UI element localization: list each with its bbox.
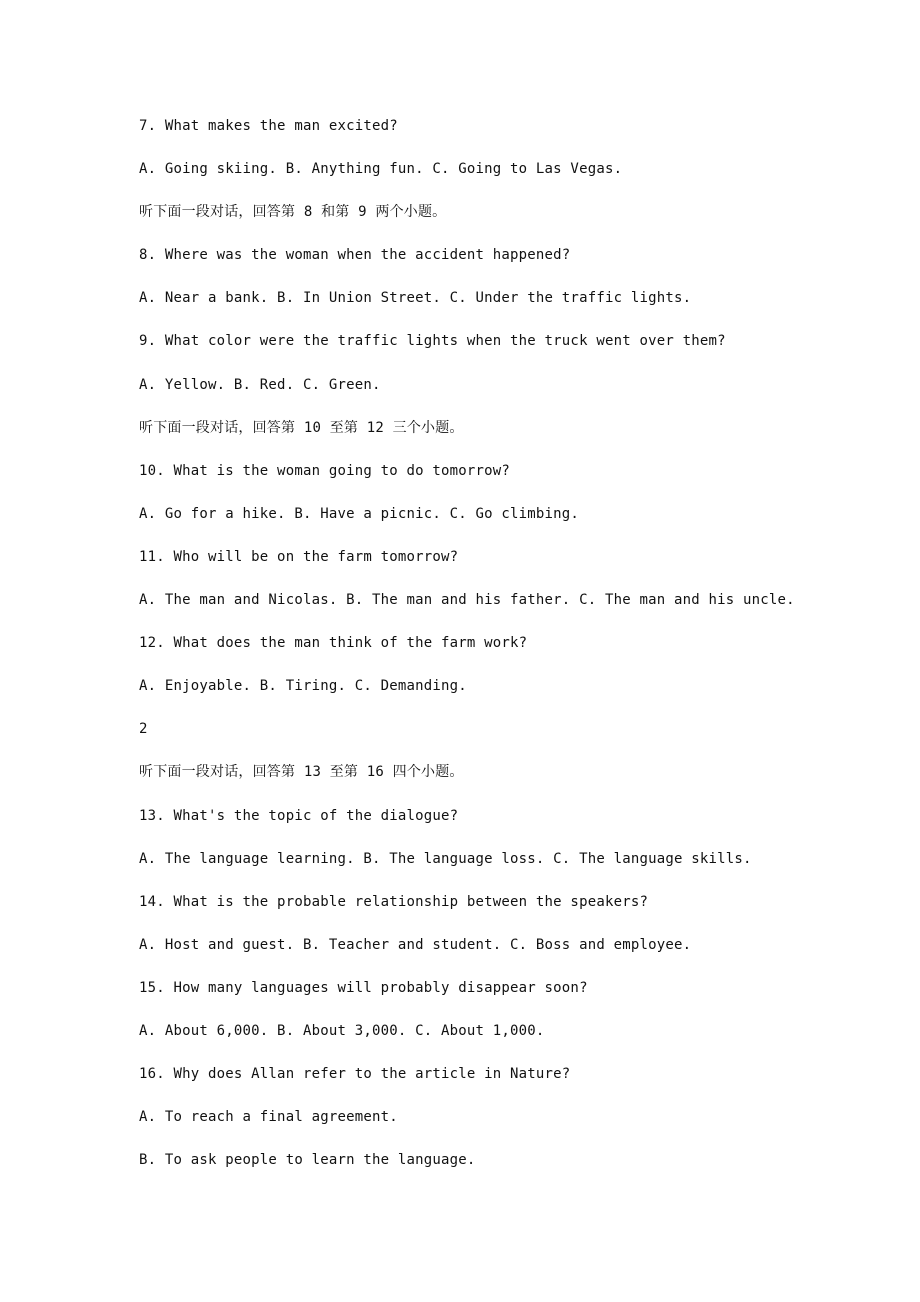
question-15-options: A. About 6,000. B. About 3,000. C. About 1,000. (139, 1022, 545, 1039)
question-11-options: A. The man and Nicolas. B. The man and his father. C. The man and his uncle. (139, 592, 795, 609)
question-15: 15. How many languages will probably disappear soon? (139, 979, 588, 996)
question-16: 16. Why does Allan refer to the article in Nature? (139, 1066, 571, 1083)
question-11: 11. Who will be on the farm tomorrow? (139, 548, 459, 565)
question-12-options: A. Enjoyable. B. Tiring. C. Demanding. (139, 678, 467, 695)
question-16-option-a: A. To reach a final agreement. (139, 1109, 398, 1126)
question-14-options: A. Host and guest. B. Teacher and student. C. Boss and employee. (139, 936, 692, 953)
question-10: 10. What is the woman going to do tomorrow? (139, 462, 511, 479)
question-14: 14. What is the probable relationship between the speakers? (139, 893, 649, 910)
question-12: 12. What does the man think of the farm work? (139, 635, 528, 652)
question-10-options: A. Go for a hike. B. Have a picnic. C. Go climbing. (139, 505, 580, 522)
document-body (139, 114, 879, 1191)
page-number: 2 (139, 721, 148, 738)
question-7: 7. What makes the man excited? (139, 118, 398, 134)
question-16-option-b: B. To ask people to learn the language. (139, 1152, 476, 1169)
question-8-options: A. Near a bank. B. In Union Street. C. Under the traffic lights. (139, 290, 692, 307)
question-7-options: A. Going skiing. B. Anything fun. C. Going to Las Vegas. (139, 161, 623, 178)
question-9-options: A. Yellow. B. Red. C. Green. (139, 376, 381, 393)
section-instruction-8-9: 听下面一段对话，回答第 8 和第 9 两个小题。 (139, 204, 447, 221)
section-instruction-13-16: 听下面一段对话，回答第 13 至第 16 四个小题。 (139, 764, 464, 781)
question-8: 8. Where was the woman when the accident happened? (139, 247, 571, 264)
question-13: 13. What's the topic of the dialogue? (139, 807, 459, 824)
question-9: 9. What color were the traffic lights when the truck went over them? (139, 333, 726, 350)
section-instruction-10-12: 听下面一段对话，回答第 10 至第 12 三个小题。 (139, 419, 464, 436)
question-13-options: A. The language learning. B. The language loss. C. The language skills. (139, 850, 752, 867)
